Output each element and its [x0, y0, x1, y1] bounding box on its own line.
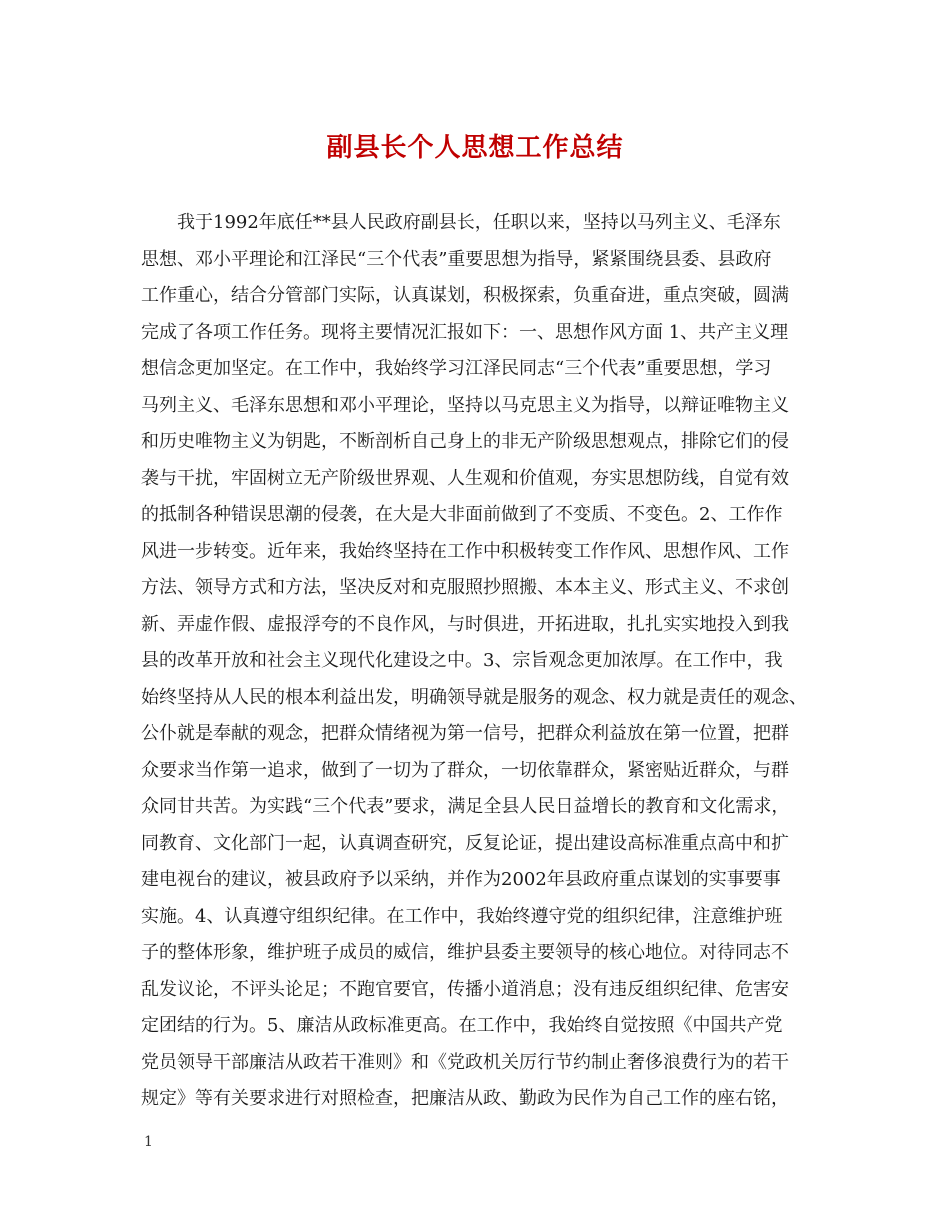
body-line: 众要求当作第一追求，做到了一切为了群众，一切依靠群众，紧密贴近群众，与群 — [141, 759, 789, 781]
body-line: 方法、领导方式和方法，坚决反对和克服照抄照搬、本本主义、形式主义、不求创 — [141, 577, 789, 598]
body-line: 党员领导干部廉洁从政若干准则》和《党政机关厉行节约制止奢侈浪费行为的若干 — [141, 1051, 789, 1073]
body-line: 袭与干扰，牢固树立无产阶级世界观、人生观和价值观，夯实思想防线，自觉有效 — [141, 467, 789, 489]
body-line: 建电视台的建议，被县政府予以采纳，并作为2002年县政府重点谋划的实事要事 — [141, 869, 781, 890]
document-title: 副县长个人思想工作总结 — [326, 133, 624, 163]
body-line: 思想、邓小平理论和江泽民“三个代表”重要思想为指导，紧紧围绕县委、县政府 — [141, 248, 772, 270]
body-line: 风进一步转变。近年来，我始终坚持在工作中积极转变工作作风、思想作风、工作 — [141, 540, 789, 562]
body-line: 马列主义、毛泽东思想和邓小平理论，坚持以马克思主义为指导，以辩证唯物主义 — [141, 394, 789, 416]
body-line: 新、弄虚作假、虚报浮夸的不良作风，与时俱进，开拓进取，扎扎实实地投入到我 — [141, 613, 789, 635]
body-line: 完成了各项工作任务。现将主要情况汇报如下：一、思想作风方面 1、共产主义理 — [141, 321, 789, 343]
body-line: 实施。4、认真遵守组织纪律。在工作中，我始终遵守党的组织纪律，注意维护班 — [141, 905, 783, 927]
body-line: 公仆就是奉献的观念，把群众情绪视为第一信号，把群众利益放在第一位置，把群 — [141, 723, 789, 744]
body-line: 县的改革开放和社会主义现代化建设之中。3、宗旨观念更加浓厚。在工作中，我 — [141, 650, 783, 671]
body-line: 始终坚持从人民的根本利益出发，明确领导就是服务的观念、权力就是责任的观念、 — [141, 686, 807, 708]
body-line: 工作重心，结合分管部门实际，认真谋划，积极探索，负重奋进，重点突破，圆满 — [141, 285, 789, 306]
body-line: 定团结的行为。5、廉洁从政标准更高。在工作中，我始终自觉按照《中国共产党 — [141, 1015, 783, 1036]
body-line: 和历史唯物主义为钥匙，不断剖析自己身上的非无产阶级思想观点，排除它们的侵 — [141, 431, 789, 452]
body-line: 规定》等有关要求进行对照检查，把廉洁从政、勤政为民作为自己工作的座右铭， — [141, 1088, 789, 1109]
document-body — [141, 205, 821, 1118]
body-line: 同教育、文化部门一起，认真调查研究，反复论证，提出建设高标准重点高中和扩 — [141, 832, 789, 854]
body-line: 众同甘共苦。为实践“三个代表”要求，满足全县人民日益增长的教育和文化需求， — [141, 796, 790, 817]
body-line: 的抵制各种错误思潮的侵袭，在大是大非面前做到了不变质、不变色。2、工作作 — [141, 504, 783, 525]
body-line: 乱发议论，不评头论足；不跑官要官，传播小道消息；没有违反组织纪律、危害安 — [141, 978, 789, 1000]
page-number: 1 — [144, 1134, 153, 1150]
body-line: 子的整体形象，维护班子成员的威信，维护县委主要领导的核心地位。对待同志不 — [141, 942, 789, 963]
body-line: 我于1992年底任**县人民政府副县长，任职以来，坚持以马列主义、毛泽东 — [177, 212, 781, 233]
body-line: 想信念更加坚定。在工作中，我始终学习江泽民同志“三个代表”重要思想，学习 — [141, 358, 772, 379]
